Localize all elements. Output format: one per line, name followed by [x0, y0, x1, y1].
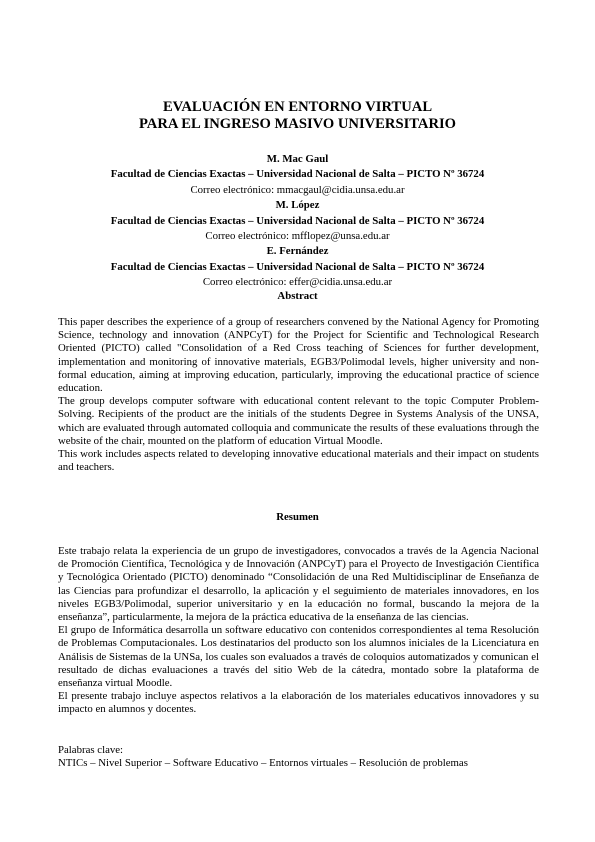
abstract-body: [58, 316, 539, 474]
author-name: E. Fernández: [266, 245, 329, 258]
resumen-body: [58, 545, 539, 717]
author-email: Correo electrónico: mfflopez@unsa.edu.ar: [205, 230, 390, 243]
title-line-2: PARA EL INGRESO MASIVO UNIVERSITARIO: [138, 116, 457, 132]
author-email: Correo electrónico: effer@cidia.unsa.edu.ar: [202, 276, 393, 289]
title-line-1: EVALUACIÓN EN ENTORNO VIRTUAL: [162, 99, 433, 115]
author-affiliation: Facultad de Ciencias Exactas – Universidad Nacional de Salta – PICTO Nº 36724: [110, 214, 485, 227]
author-email: Correo electrónico: mmacgaul@cidia.unsa.edu.ar: [190, 183, 405, 196]
keywords-list: NTICs – Nivel Superior – Software Educativo – Entornos virtuales – Resolución de problemas: [58, 757, 468, 770]
abstract-paragraph: This work includes aspects related to developing innovative educational materials and their impact on students and teachers.: [58, 448, 539, 474]
author-name: M. Mac Gaul: [266, 153, 329, 165]
author-affiliation: Facultad de Ciencias Exactas – Universidad Nacional de Salta – PICTO Nº 36724: [110, 260, 485, 273]
author-block: [0, 152, 595, 291]
abstract-paragraph: The group develops computer software with educational content relevant to the topic Computer Problem-Solving. Recipients of the product are the initials of the students Degree in Systems Analysis of the UNSA, which are evaluated through automated colloquia and communicate the results of these evaluations through the website of the chair, mounted on the platform of education Virtual Moodle.: [58, 395, 539, 447]
author-affiliation: Facultad de Ciencias Exactas – Universidad Nacional de Salta – PICTO Nº 36724: [110, 168, 485, 181]
abstract-paragraph: This paper describes the experience of a group of researchers convened by the National Agency for Promoting Science, technology and innovation (ANPCyT) for the Project for Scientific and Technological Research Oriented (PICTO) called "Consolidation of a Red Cross teaching of Sciences for further development, implementation and monitoring of innovative materials, EGB3/Polimodal levels, higher university and non-formal education, aiming at improving education, particularly, improving the educational practice of science education.: [58, 316, 539, 395]
keywords-label: Palabras clave:: [58, 744, 124, 756]
resumen-paragraph: El presente trabajo incluye aspectos relativos a la elaboración de los materiales educativos innovadores y su impacto en alumnos y docentes.: [58, 690, 539, 716]
resumen-heading: Resumen: [276, 511, 319, 523]
abstract-heading: Abstract: [277, 290, 318, 302]
resumen-paragraph: El grupo de Informática desarrolla un software educativo con contenidos correspondientes al tema Resolución de Problemas Computacionales. Los destinatarios del producto son los alumnos iniciales de la Licenciatura en Análisis de Sistemas de la UNSa, los cuales son evaluados a través de coloquios automatizados y comunican el resultado de dichas evaluaciones a través del sitio Web de la cátedra, montado sobre la plataforma de enseñanza virtual Moodle.: [58, 624, 539, 690]
paper-title: [0, 99, 595, 133]
author-name: M. López: [275, 199, 320, 212]
keywords-block: [58, 744, 548, 770]
resumen-paragraph: Este trabajo relata la experiencia de un grupo de investigadores, convocados a través de la Agencia Nacional de Promoción Científica, Tecnológica y de Innovación (ANPCyT) para el Proyecto de Investigación Científica y Tecnológica Orientado (PICTO) denominado “Consolidación de una Red Multidisciplinar de Enseñanza de las Ciencias para profundizar el desarrollo, la aplicación y el seguimiento de materiales innovadores, en los niveles EGB3/Polimodal, superior universitario y en la educación no formal, buscando la mejora de la enseñanza”, particularmente, la mejora de la práctica educativa de la enseñanza de las ciencias.: [58, 545, 539, 624]
